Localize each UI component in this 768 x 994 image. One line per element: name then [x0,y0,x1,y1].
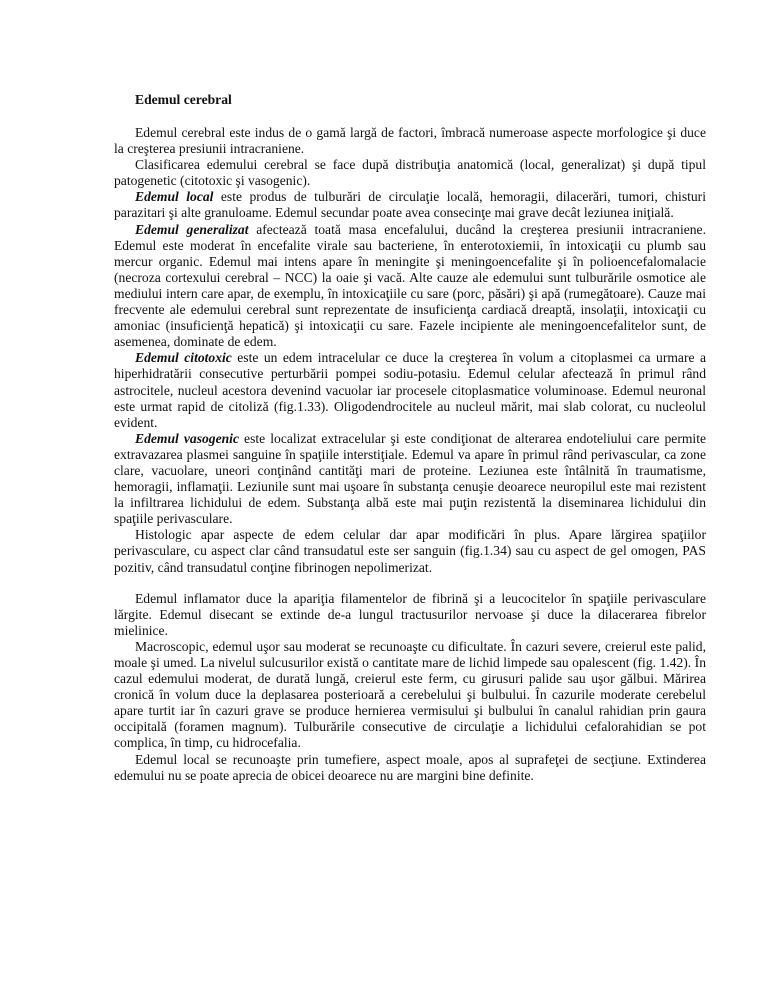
paragraph-text: este produs de tulburări de circulaţie locală, hemoragii, dilacerări, tumori, chisturi parazitari şi alte granuloame. Edemul secundar poate avea consecinţe mai grave decât leziunea iniţială. [114,189,706,221]
paragraph-text: Macroscopic, edemul uşor sau moderat se recunoaşte cu dificultate. În cazuri severe, creierul este palid, moale şi umed. La nivelul sulcusurilor există o cantitate mare de lichid limpede sau opalescent (fig. 1.42). În cazul edemului moderat, de durată lungă, creierul este ferm, cu girusuri palide sau uşor gălbui. Mărirea cronică în volum duce la deplasarea posterioară a cerebelului şi bulbului. În cazurile moderate cerebelul apare turtit iar în cazuri grave se produce hernierea vermisului şi bulbului în canalul rahidian prin gaura occipitală (foramen magnum). Tulburările consecutive de circulaţie a lichidului cefalorahidian se pot complica, în timp, cu hidrocefalia. [114,638,706,751]
paragraph-text: este un edem intracelular ce duce la creşterea în volum a citoplasmei ca urmare a hiperhidratării consecutive perturbării pompei sodiu-potasiu. Edemul celular afectează în primul rând astrocitele, nucleul acestora devenind vacuolar iar procesele citoplasmatice voluminoase. Edemul neuronal este urmat rapid de citoliză (fig.1.33). Oligodendrocitele au nucleul mărit, mai slab colorat, cu nucleolul evident. [114,350,706,430]
document-body [114,125,706,784]
paragraph-text: Clasificarea edemului cerebral se face după distribuţia anatomică (local, generalizat) şi după tipul patogenetic (citotoxic şi vasogenic). [114,157,706,189]
paragraph-term: Edemul vasogenic [135,430,239,446]
paragraph-local-edema [114,189,706,221]
paragraph-term: Edemul citotoxic [135,350,232,366]
paragraph-text: Histologic apar aspecte de edem celular dar apar modificări în plus. Apare lărgirea spaţiilor perivasculare, cu aspect clar când transudatul este ser sanguin (fig.1.34) sau cu aspect de gel omogen, PAS pozitiv, când transudatul conţine fibrinogen nepolimerizat. [114,527,706,575]
paragraph-term: Edemul local [135,189,214,205]
paragraph-intro [114,125,706,157]
paragraph-histology [114,527,706,575]
paragraph-inflammatory-edema [114,591,706,639]
paragraph-text: Edemul local se recunoaşte prin tumefiere, aspect moale, apos al suprafeţei de secţiune. Extinderea edemului nu se poate aprecia de obicei deoarece nu are margini bine definite. [114,751,706,783]
paragraph-text: este localizat extracelular şi este condiţionat de alterarea endoteliului care permite extravazarea plasmei sanguine în spaţiile interstiţiale. Edemul va apare în primul rând perivascular, ca zone clare, vacuolare, uneori conţinând cantităţi mari de proteine. Leziunea este întâlnită în traumatisme, hemoragii, inflamaţii. Leziunile sunt mai uşoare în substanţa cenuşie deoarece neuropilul este mai rezistent la infiltrarea lichidului de edem. Substanţa albă este mai puţin rezistentă la diseminarea lichidului din spaţiile perivasculare. [114,430,707,527]
paragraph-vasogenic-edema [114,431,706,528]
paragraph-term: Edemul generalizat [135,221,249,237]
paragraph-local-recognition [114,752,706,784]
paragraph-generalized-edema [114,222,706,351]
paragraph-text: Edemul cerebral este indus de o gamă largă de factori, îmbracă numeroase aspecte morfologice şi duce la creşterea presiunii intracraniene. [114,125,706,157]
paragraph-text: afectează toată masa encefalului, ducând la creşterea presiunii intracraniene. Edemul este moderat în encefalite virale sau bacteriene, în enterotoxiemii, în intoxicaţii cu plumb sau mercur organic. Edemul mai intens apare în meningite şi meningoencefalite şi în polioencefalomalacie (necroza cortexului cerebral – NCC) la oaie şi vacă. Alte cauze ale edemului sunt tulburările osmotice ale mediului intern care apar, de exemplu, în intoxicaţiile cu sare (porc, păsări) şi apă (rumegătoare). Cauze mai frecvente ale edemului cerebral sunt reprezentate de insuficienţa cardiacă dreaptă, insolaţii, intoxicaţii cu amoniac (insuficienţă hepatică) şi intoxicaţii cu sare. Fazele incipiente ale meningoencefalitelor sunt, de asemenea, dominate de edem. [114,221,706,350]
paragraph-text: Edemul inflamator duce la apariţia filamentelor de fibrină şi a leucocitelor în spaţiile perivasculare lărgite. Edemul disecant se extinde de-a lungul tractusurilor nervoase şi duce la dilacerarea fibrelor mielinice. [114,590,706,638]
page-title: Edemul cerebral [135,92,232,107]
paragraph-macroscopic [114,639,706,752]
paragraph-classification [114,157,706,189]
paragraph-cytotoxic-edema [114,350,706,430]
